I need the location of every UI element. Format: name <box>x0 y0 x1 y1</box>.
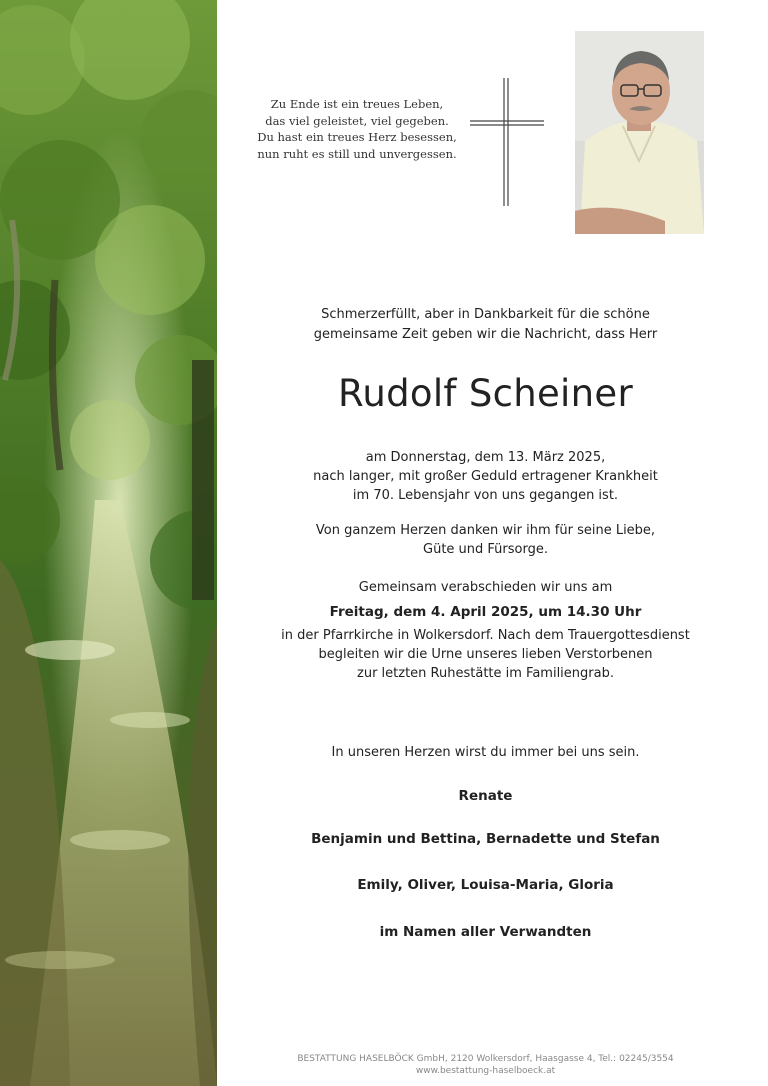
deceased-portrait <box>575 31 704 234</box>
farewell-place-line: in der Pfarrkirche in Wolkersdorf. Nach dem Trauergottesdienst <box>281 628 690 643</box>
poem-line: Zu Ende ist ein treues Leben, <box>270 97 444 111</box>
obituary-content <box>217 0 768 1086</box>
family-line: Emily, Oliver, Louisa-Maria, Gloria <box>357 877 614 893</box>
thanks-text <box>217 521 754 559</box>
poem-line: nun ruht es still und unvergessen. <box>257 146 457 161</box>
farewell-place-line: zur letzten Ruhestätte im Familiengrab. <box>357 666 614 681</box>
thanks-line: Güte und Fürsorge. <box>423 542 548 557</box>
footer-address: BESTATTUNG HASELBÖCK GmbH, 2120 Wolkersdorf, Haasgasse 4, Tel.: 02245/3554 <box>297 1054 674 1064</box>
farewell-place-line: begleiten wir die Urne unseres lieben Verstorbenen <box>318 647 653 662</box>
family-line: Renate <box>458 788 513 804</box>
death-line: am Donnerstag, dem 13. März 2025, <box>365 450 606 465</box>
farewell-intro: Gemeinsam verabschieden wir uns am <box>358 580 613 595</box>
death-line: im 70. Lebensjahr von uns gegangen ist. <box>352 488 619 503</box>
memorial-poem <box>237 96 477 162</box>
intro-text <box>217 305 754 345</box>
footer-website: www.bestattung-haselboeck.at <box>415 1066 556 1076</box>
thanks-line: Von ganzem Herzen danken wir ihm für seine Liebe, <box>315 523 656 538</box>
intro-line: gemeinsame Zeit geben wir die Nachricht, dass Herr <box>313 327 658 342</box>
cross-icon <box>468 76 546 212</box>
death-line: nach langer, mit großer Geduld ertragener Krankheit <box>313 469 658 484</box>
deceased-name: Rudolf Scheiner <box>338 372 633 415</box>
forest-path-photo <box>0 0 217 1086</box>
intro-line: Schmerzerfüllt, aber in Dankbarkeit für die schöne <box>321 307 650 322</box>
death-notice <box>217 448 754 505</box>
family-line: im Namen aller Verwandten <box>379 924 592 940</box>
family-line: Benjamin und Bettina, Bernadette und Stefan <box>311 831 660 847</box>
closing-line: In unseren Herzen wirst du immer bei uns sein. <box>331 745 640 760</box>
farewell-place <box>217 626 754 683</box>
poem-line: Du hast ein treues Herz besessen, <box>257 130 457 144</box>
farewell-date: Freitag, dem 4. April 2025, um 14.30 Uhr <box>329 604 642 620</box>
funeral-home-footer <box>217 1053 754 1077</box>
poem-line: das viel geleistet, viel gegeben. <box>265 113 449 128</box>
